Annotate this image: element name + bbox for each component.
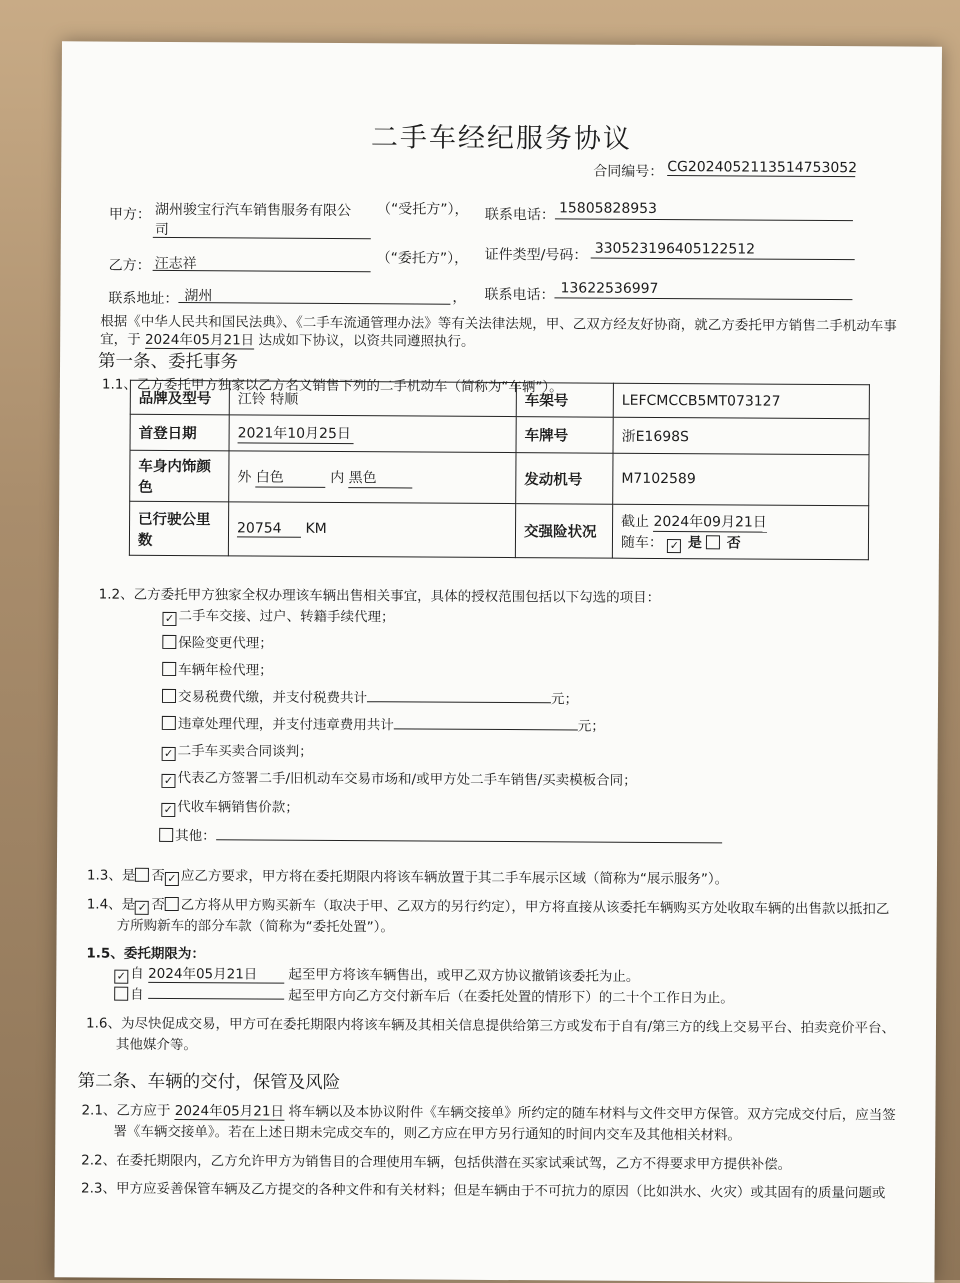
clause-1-5-a-checkbox[interactable]: ✓ <box>114 970 128 984</box>
auth-item-4[interactable] <box>162 685 578 708</box>
party-b-name: 汪志祥 <box>154 255 197 273</box>
mileage-unit: KM <box>305 520 327 537</box>
table-row <box>130 450 869 506</box>
clause-1-5-b-text: 起至甲方向乙方交付新车后（在委托处置的情形下）的二十个工作日为止。 <box>288 987 734 1007</box>
vehicle-info-table <box>129 380 870 561</box>
checkbox[interactable] <box>162 635 176 649</box>
reg-date-cell <box>229 415 516 453</box>
preamble-date: 2024年05月21日 <box>145 328 254 350</box>
party-b-phone-underline <box>554 297 852 300</box>
table-row <box>129 501 868 560</box>
preamble-line2-post: 达成如下协议，以资共同遵照执行。 <box>258 332 475 350</box>
auth-item-label: 车辆年检代理； <box>178 662 273 679</box>
insurance-with-car-line <box>621 531 860 553</box>
clause-1-4-no-label: 否 <box>151 896 165 913</box>
auth-item-label: 违章处理代理，并支付违章费用共计 <box>177 716 394 734</box>
clause-1-4-text: 乙方将从甲方购买新车（取决于甲、乙双方的另行约定），甲方将直接从该委托车辆购买方处收取车辆的出售款以抵扣乙 <box>180 897 890 918</box>
clause-1-5-b-pre: 自 <box>130 986 144 1003</box>
preamble-line1: 根据《中华人民共和国民法典》、《二手车流通管理办法》等有关法律法规，甲、乙双方经友好协商，就乙方委托甲方销售二手机动车事 <box>100 313 897 335</box>
clause-1-5-a-pre: 自 <box>130 965 144 982</box>
preamble-line2-pre: 宜，于 <box>100 331 141 348</box>
vin-value: LEFCMCCB5MT073127 <box>613 383 869 419</box>
party-a-phone-underline <box>555 218 853 221</box>
clause-1-3-no-label: 否 <box>151 867 165 884</box>
clause-1-3-yes-checkbox[interactable] <box>135 868 149 882</box>
plate-value: 浙E1698S <box>613 417 869 455</box>
contract-no-label: 合同编号： <box>593 163 664 180</box>
party-b-addr-underline <box>178 302 450 305</box>
clause-1-5-a-text: 起至甲方将该车辆售出，或甲乙双方协议撤销该委托为止。 <box>288 966 640 985</box>
auth-item-7[interactable] <box>161 766 636 791</box>
clause-1-5-heading: 1.5、委托期限为： <box>86 945 205 963</box>
auth-item-label: 交易税费代缴，并支付税费共计 <box>177 689 368 707</box>
color-in-value: 黑色 <box>349 467 413 488</box>
color-label: 车身内饰颜色 <box>130 450 229 502</box>
insurance-until-date: 2024年09月21日 <box>653 510 766 532</box>
checkbox[interactable] <box>162 689 176 703</box>
clause-1-5-a-date: 2024年05月21日 <box>148 962 284 984</box>
color-out-prefix: 外 <box>237 468 252 485</box>
party-a-name-underline <box>153 237 371 239</box>
auth-item-label: 二手车买卖合同谈判； <box>177 743 313 760</box>
auth-item-suffix: 元； <box>577 718 605 735</box>
table-row <box>130 414 869 455</box>
clause-1-5-b-date-blank[interactable] <box>148 984 284 1000</box>
clause-2-2: 2.2、在委托期限内，乙方允许甲方为销售目的合理使用车辆，包括供潜在买家试乘试驾，乙方不得要求甲方提供补偿。 <box>81 1152 792 1173</box>
contract-document <box>54 41 942 1282</box>
other-blank[interactable] <box>216 825 722 843</box>
auth-item-label: 其他： <box>175 828 216 845</box>
party-a-name-line2: 司 <box>154 221 169 238</box>
reg-date-value: 2021年10月25日 <box>238 422 354 444</box>
brand-label: 品牌及型号 <box>130 380 229 415</box>
checkbox[interactable]: ✓ <box>162 747 176 761</box>
vin-label: 车架号 <box>516 383 613 418</box>
clause-2-1-line2: 署《车辆交接单》。若在上述日期未完成交车的，则乙方应在甲方另行通知的时间内交车及其他相关材料。 <box>113 1123 742 1144</box>
clause-2-1-pre: 2.1、乙方应于 <box>81 1102 171 1119</box>
party-a-role: （“受托方”）， <box>376 201 469 218</box>
clause-1-4-line2: 方所购新车的部分车款（简称为“委托处置”）。 <box>116 917 394 936</box>
insurance-no-checkbox[interactable] <box>706 535 720 549</box>
auth-item-9[interactable] <box>159 824 722 847</box>
insurance-yes-checkbox[interactable]: ✓ <box>667 539 681 553</box>
checkbox[interactable] <box>159 828 173 842</box>
engine-value: M7102589 <box>613 453 869 506</box>
clause-1-6-line1: 1.6、为尽快促成交易，甲方可在委托期限内将该车辆及其相关信息提供给第三方或发布于自有/第三方的线上交易平台、拍卖竞价平台、 <box>85 1015 896 1037</box>
color-out-value: 白色 <box>256 466 326 487</box>
violation-amount-blank[interactable] <box>394 714 578 730</box>
brand-value: 江铃 特顺 <box>229 381 516 417</box>
clause-1-6-line2: 其他媒介等。 <box>115 1036 197 1054</box>
checkbox[interactable]: ✓ <box>161 803 175 817</box>
auth-item-label: 二手车交接、过户、转籍手续代理； <box>178 608 395 626</box>
clause-2-1-text: 将车辆以及本协议附件《车辆交接单》所约定的随车材料与文件交甲方保管。双方完成交付后，应当签 <box>288 1103 896 1124</box>
party-a-name-line1: 湖州骏宝行汽车销售服务有限公 <box>154 201 352 220</box>
insurance-no-label: 否 <box>726 534 741 551</box>
article-1-heading: 第一条、委托事务 <box>97 351 239 373</box>
auth-item-label: 代表乙方签署二手/旧机动车交易市场和/或甲方处二手车销售/买卖模板合同； <box>177 770 637 789</box>
party-b-addr-label: 联系地址： <box>108 290 179 308</box>
auth-item-5[interactable] <box>162 712 605 735</box>
contract-no-value: CG2024052113514753052 <box>667 159 858 177</box>
document-title: 二手车经纪服务协议 <box>370 122 633 155</box>
mileage-cell <box>228 502 515 558</box>
insurance-label: 交强险状况 <box>515 504 612 559</box>
clause-1-2: 1.2、乙方委托甲方独家全权办理该车辆出售相关事宜，具体的授权范围包括以下勾选的项目： <box>98 586 661 606</box>
insurance-cell <box>612 504 868 560</box>
clause-2-1-date: 2024年05月21日 <box>175 1099 284 1121</box>
insurance-yes-label: 是 <box>687 534 702 551</box>
insurance-until-prefix: 截止 <box>621 513 650 530</box>
party-b-addr-end: ， <box>452 289 467 306</box>
checkbox[interactable] <box>162 662 176 676</box>
auth-item-1[interactable] <box>162 604 394 627</box>
insurance-until-line <box>621 510 860 532</box>
clause-1-4-yes-checkbox[interactable]: ✓ <box>135 901 149 915</box>
article-2-heading: 第二条、车辆的交付，保管及风险 <box>77 1071 341 1094</box>
table-row <box>130 380 869 419</box>
party-b-addr: 湖州 <box>184 288 213 305</box>
party-a-phone-label: 联系电话： <box>484 206 556 224</box>
auth-item-2[interactable] <box>162 631 273 652</box>
party-b-id-underline <box>591 258 855 261</box>
clause-2-3: 2.3、甲方应妥善保管车辆及乙方提交的各种文件和有关材料；但是车辆由于不可抗力的原因（比如洪水、火灾）或其固有的质量问题或 <box>80 1180 886 1202</box>
mileage-value: 20754 <box>237 520 301 537</box>
checkbox[interactable]: ✓ <box>161 774 175 788</box>
auth-item-label: 代收车辆销售价款； <box>177 799 299 816</box>
reg-date-label: 首登日期 <box>130 414 229 451</box>
engine-label: 发动机号 <box>516 453 613 505</box>
color-in-prefix: 内 <box>330 469 345 486</box>
party-b-phone-label: 联系电话： <box>484 286 555 304</box>
insurance-with-prefix: 随车： <box>620 534 664 551</box>
party-b-role: （“委托方”）， <box>376 250 469 267</box>
clause-1-4-pre: 1.4、是 <box>86 896 136 913</box>
party-a-label: 甲方： <box>108 206 151 223</box>
clause-1-1: 1.1、乙方委托甲方独家以乙方名义销售下列的二手机动车（简称为“车辆”）。 <box>101 376 563 396</box>
checkbox[interactable] <box>162 716 176 730</box>
clause-1-3-no-checkbox[interactable]: ✓ <box>165 872 179 886</box>
auth-item-suffix: 元； <box>550 691 579 708</box>
clause-1-3 <box>87 863 728 889</box>
clause-1-5-b-checkbox[interactable] <box>114 987 128 1001</box>
party-b-id-label: 证件类型/号码： <box>484 246 588 264</box>
clause-1-5-option-b <box>114 983 734 1007</box>
clause-1-4-no-checkbox[interactable] <box>165 897 179 911</box>
auth-item-6[interactable] <box>162 739 313 762</box>
mileage-label: 已行驶公里数 <box>129 501 228 556</box>
checkbox[interactable]: ✓ <box>162 612 176 626</box>
auth-item-label: 保险变更代理； <box>178 635 273 652</box>
party-b-label: 乙方： <box>108 257 151 274</box>
auth-item-8[interactable] <box>161 795 299 818</box>
clause-1-3-pre: 1.3、是 <box>86 867 136 884</box>
tax-amount-blank[interactable] <box>367 687 551 703</box>
color-cell <box>229 451 516 504</box>
party-b-id-no: 330523196405122512 <box>594 240 756 258</box>
auth-item-3[interactable] <box>162 658 273 679</box>
clause-1-3-text: 应乙方要求，甲方将在委托期限内将该车辆放置于其二手车展示区域（简称为“展示服务”）。 <box>180 868 729 888</box>
party-b-phone: 13622536997 <box>560 280 659 297</box>
plate-label: 车牌号 <box>516 417 613 454</box>
party-a-phone: 15805828953 <box>558 200 658 217</box>
